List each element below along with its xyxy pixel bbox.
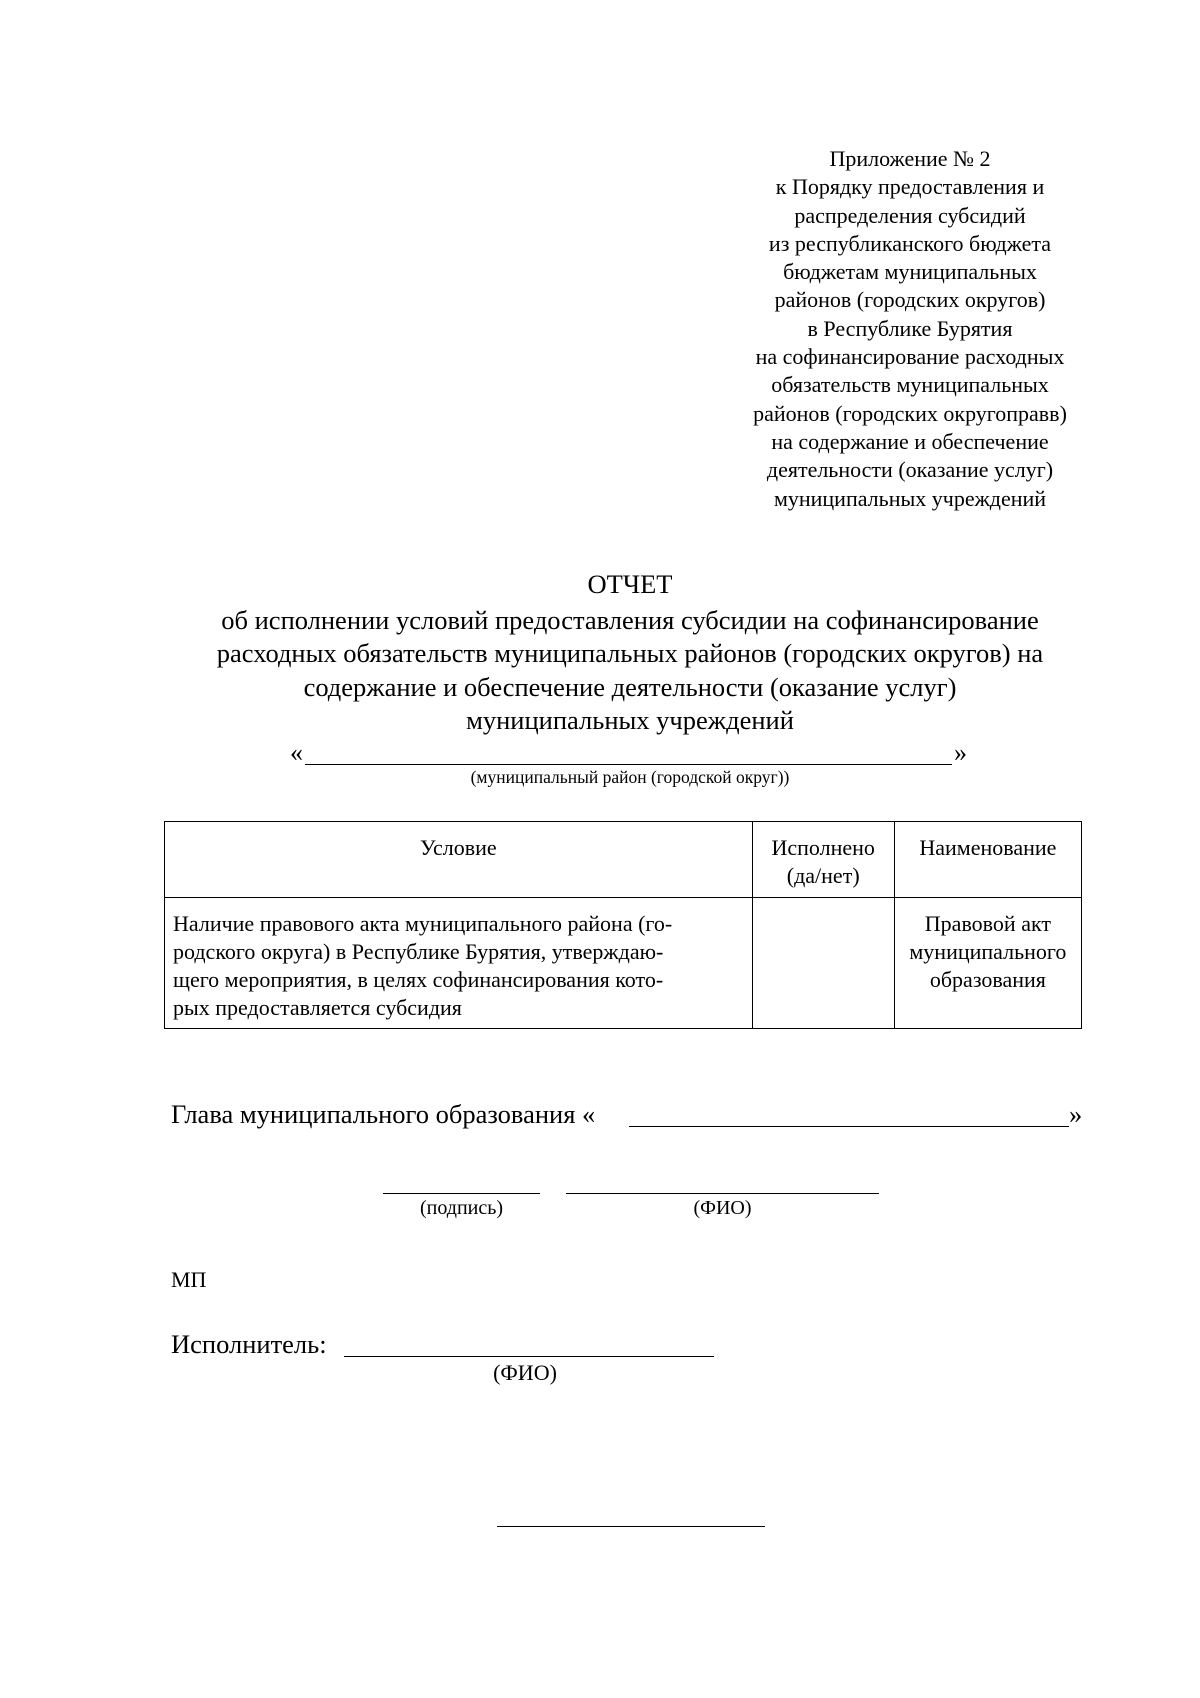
- district-blank-line[interactable]: [305, 764, 952, 765]
- stamp-label: МП: [171, 1267, 207, 1292]
- name-line: Правовой акт: [924, 911, 1051, 936]
- appendix-line: на софинансирование расходных: [755, 344, 1065, 370]
- appendix-line: к Порядку предоставления и: [775, 174, 1045, 200]
- condition-line: рых предоставляется субсидия: [173, 995, 462, 1020]
- title-line: расходных обязательств муниципальных районов (городских округов) на: [216, 638, 1044, 668]
- cell-executed[interactable]: [752, 898, 894, 1029]
- condition-line: родского округа) в Республике Бурятия, утверждаю-: [173, 939, 664, 964]
- table-header-row: [165, 822, 1082, 898]
- title-line: содержание и обеспечение деятельности (оказание услуг): [303, 671, 957, 702]
- condition-line: Наличие правового акта муниципального района (го-: [173, 911, 673, 936]
- quote-close: »: [954, 738, 967, 767]
- appendix-line: районов (городских округов): [774, 287, 1046, 313]
- name-line: муниципального: [909, 939, 1067, 964]
- title-line: об исполнении условий предоставления субсидии на софинансирование: [221, 604, 1039, 635]
- executor-caption: (ФИО): [493, 1360, 557, 1385]
- signature-line[interactable]: [383, 1193, 540, 1194]
- report-title: [150, 568, 1110, 738]
- appendix-note: [700, 145, 1120, 513]
- fio-line[interactable]: [566, 1193, 879, 1194]
- table-row: [165, 898, 1082, 1029]
- header-condition: Условие: [165, 822, 753, 898]
- appendix-line: бюджетам муниципальных: [783, 259, 1037, 285]
- head-blank-line[interactable]: [629, 1126, 1069, 1127]
- appendix-line: деятельности (оказание услуг): [766, 457, 1054, 483]
- title-line: муниципальных учреждений: [466, 705, 794, 735]
- appendix-line: обязательств муниципальных: [771, 372, 1049, 398]
- cell-name: [894, 898, 1081, 1029]
- executor-label: Исполнитель:: [171, 1329, 327, 1359]
- signature-caption: (подпись): [419, 1197, 504, 1219]
- district-caption: (муниципальный район (городской округ)): [470, 767, 790, 787]
- header-name: Наименование: [894, 822, 1081, 898]
- conditions-table: [164, 821, 1082, 1029]
- appendix-line: в Республике Бурятия: [807, 315, 1013, 341]
- head-label: Глава муниципального образования «: [171, 1099, 596, 1129]
- quote-close: »: [1069, 1099, 1083, 1129]
- condition-line: щего мероприятия, в целях софинансирования кото-: [173, 967, 664, 992]
- head-of-municipality: [171, 1097, 1091, 1131]
- quote-open: «: [290, 738, 303, 767]
- appendix-line: распределения субсидий: [794, 202, 1026, 228]
- header-executed: Исполнено (да/нет): [752, 822, 894, 898]
- fio-caption: (ФИО): [693, 1197, 752, 1219]
- appendix-line: районов (городских округоправв): [753, 400, 1067, 426]
- name-line: образования: [929, 967, 1046, 992]
- report-heading: ОТЧЕТ: [587, 569, 673, 599]
- bottom-separator-line: [497, 1526, 765, 1527]
- executor-blank-line[interactable]: [344, 1356, 714, 1357]
- appendix-line: из республиканского бюджета: [768, 230, 1052, 256]
- appendix-line: Приложение № 2: [829, 146, 991, 171]
- appendix-line: на содержание и обеспечение: [771, 428, 1049, 454]
- appendix-line: муниципальных учреждений: [773, 485, 1047, 511]
- cell-condition: [165, 898, 753, 1029]
